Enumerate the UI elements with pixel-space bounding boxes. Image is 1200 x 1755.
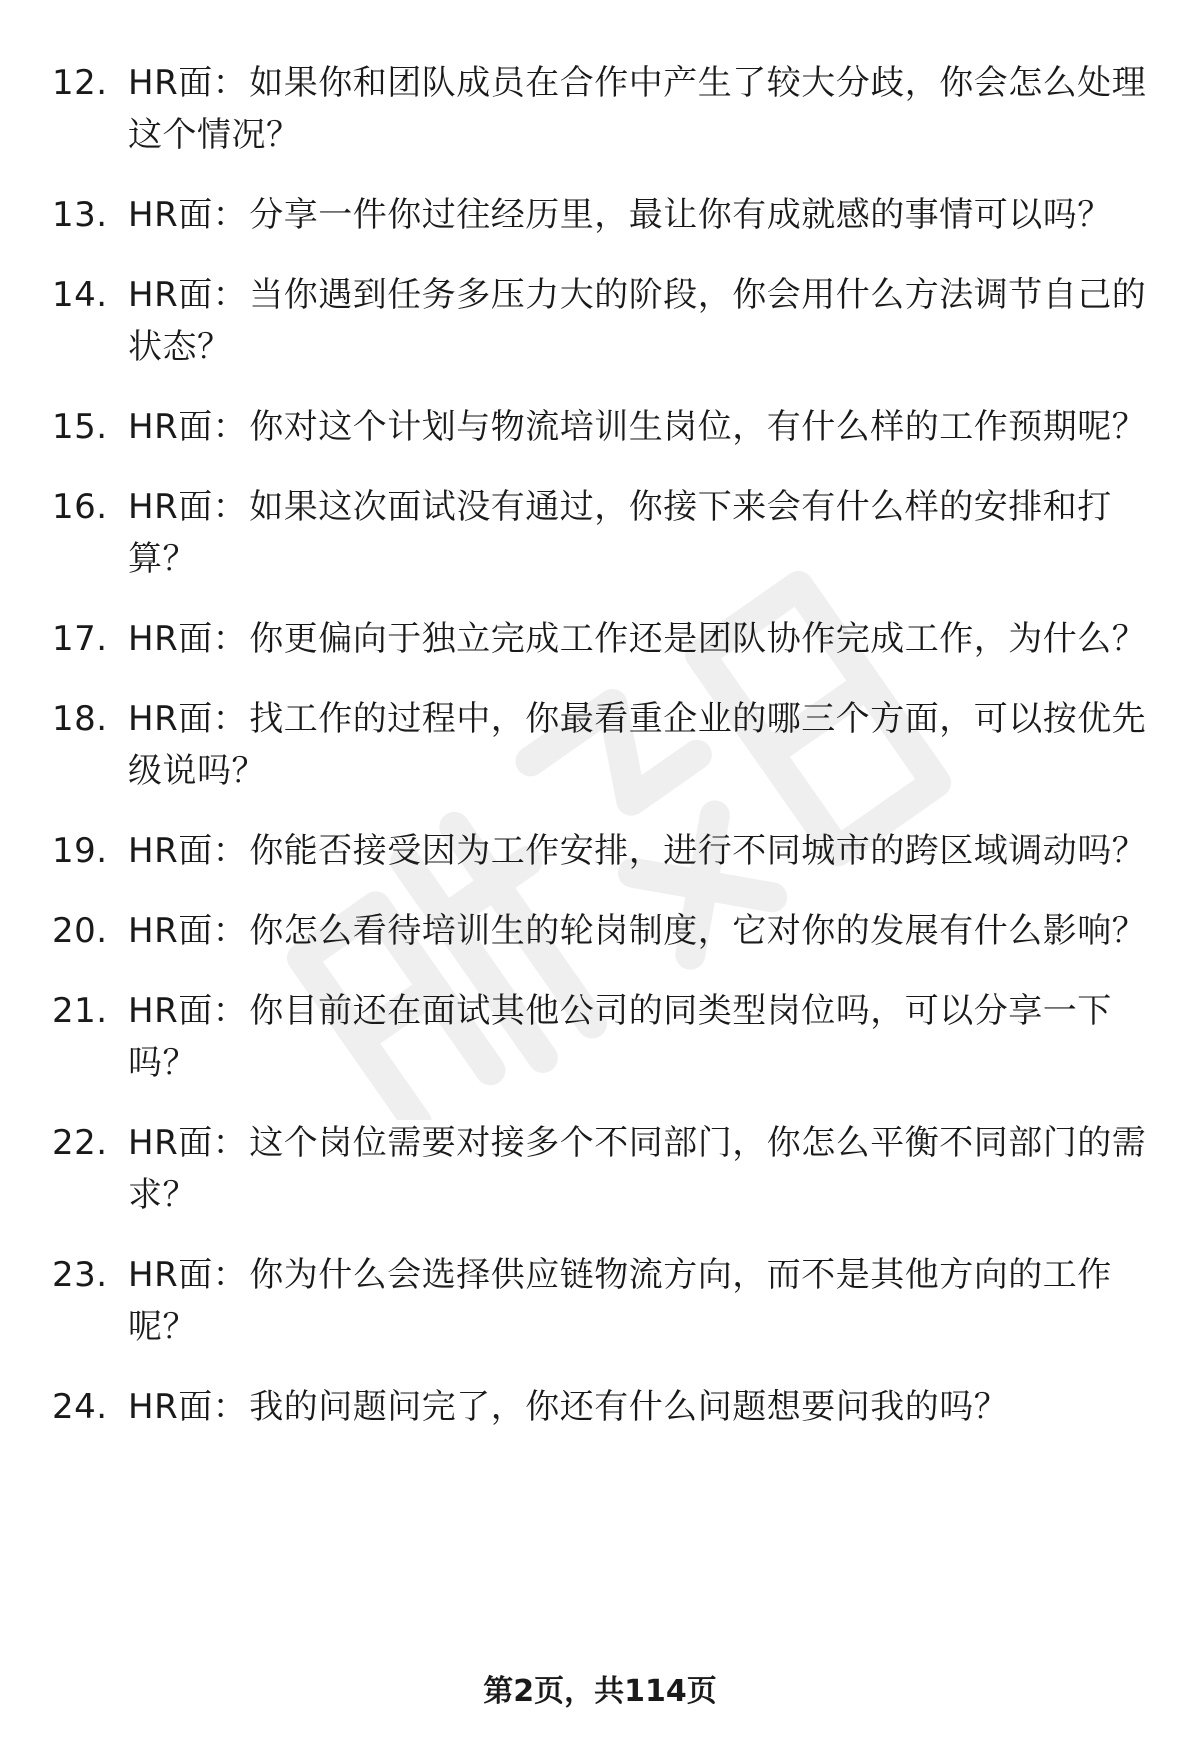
list-item [0,1117,1200,1221]
question-text [128,905,1160,957]
question-body: 你目前还在面试其他公司的同类型岗位吗，可以分享一下吗？ [128,991,1112,1083]
question-lead: HR面： [128,831,248,871]
list-item [0,613,1200,665]
question-number: 18. [52,699,108,739]
question-lead: HR面： [128,911,248,951]
question-body: 如果这次面试没有通过，你接下来会有什么样的安排和打算？ [128,487,1112,579]
list-item [0,189,1200,241]
question-lead: HR面： [128,487,248,527]
question-lead: HR面： [128,1255,248,1295]
question-lead: HR面： [128,619,248,659]
question-number: 22. [52,1123,108,1163]
list-item [0,1249,1200,1353]
question-body: 你怎么看待培训生的轮岗制度，它对你的发展有什么影响？ [249,911,1147,951]
question-lead: HR面： [128,407,248,447]
question-number: 20. [52,911,108,951]
question-number: 21. [52,991,108,1031]
question-body: 当你遇到任务多压力大的阶段，你会用什么方法调节自己的状态？ [128,275,1147,367]
question-lead: HR面： [128,275,248,315]
list-item [0,985,1200,1089]
question-number: 17. [52,619,108,659]
question-text [128,1381,1160,1433]
question-number: 13. [52,195,108,235]
question-number: 23. [52,1255,108,1295]
question-lead: HR面： [128,991,248,1031]
question-text [128,693,1160,797]
question-text [128,189,1160,241]
question-number: 16. [52,487,108,527]
question-body: 你对这个计划与物流培训生岗位，有什么样的工作预期呢？ [249,407,1147,447]
question-lead: HR面： [128,699,248,739]
question-list [0,57,1200,1461]
question-body: 你为什么会选择供应链物流方向，而不是其他方向的工作呢？ [128,1255,1112,1347]
question-body: 这个岗位需要对接多个不同部门，你怎么平衡不同部门的需求？ [128,1123,1147,1215]
question-text [128,613,1160,665]
question-text [128,1249,1160,1353]
question-number: 19. [52,831,108,871]
question-lead: HR面： [128,195,248,235]
list-item [0,57,1200,161]
question-number: 12. [52,63,108,103]
question-lead: HR面： [128,63,248,103]
question-body: 我的问题问完了，你还有什么问题想要问我的吗？ [249,1387,1009,1427]
question-number: 14. [52,275,108,315]
question-text [128,57,1160,161]
page-number: 第2页，共114页 [483,1674,717,1709]
question-text [128,825,1160,877]
question-body: 如果你和团队成员在合作中产生了较大分歧，你会怎么处理这个情况？ [128,63,1147,155]
question-text [128,401,1160,453]
list-item [0,825,1200,877]
question-text [128,481,1160,585]
question-body: 找工作的过程中，你最看重企业的哪三个方面，可以按优先级说吗？ [128,699,1147,791]
list-item [0,1381,1200,1433]
question-number: 15. [52,407,108,447]
question-text [128,985,1160,1089]
question-number: 24. [52,1387,108,1427]
question-body: 分享一件你过往经历里，最让你有成就感的事情可以吗？ [249,195,1112,235]
question-lead: HR面： [128,1123,248,1163]
question-text [128,1117,1160,1221]
list-item [0,481,1200,585]
question-lead: HR面： [128,1387,248,1427]
question-text [128,269,1160,373]
list-item [0,269,1200,373]
list-item [0,693,1200,797]
list-item [0,401,1200,453]
list-item [0,905,1200,957]
question-body: 你更偏向于独立完成工作还是团队协作完成工作，为什么？ [249,619,1147,659]
question-body: 你能否接受因为工作安排，进行不同城市的跨区域调动吗？ [249,831,1147,871]
